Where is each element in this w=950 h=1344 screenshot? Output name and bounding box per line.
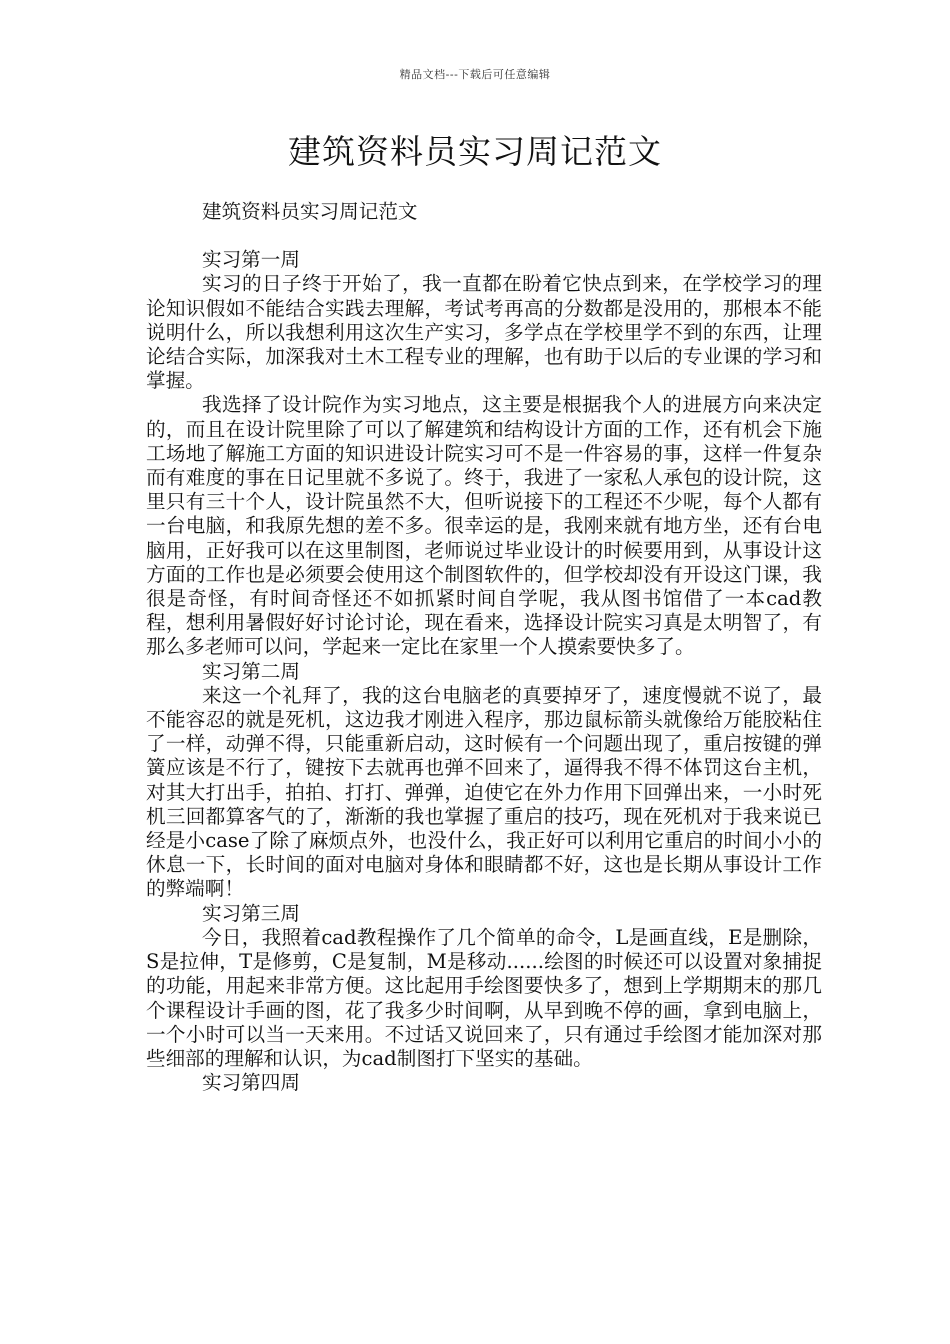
paragraph: 来这一个礼拜了，我的这台电脑老的真要掉牙了，速度慢就不说了，最不能容忍的就是死机，这边我才刚进入程序，那边鼠标箭头就像给万能胶粘住了一样，动弹不得，只能重新启动，这时候有一个问题出现了，重启按键的弹簧应该是不行了，键按下去就再也弹不回来了，逼得我不得不体罚这台主机，对其大打出手，拍拍、打打、弹弹，迫使它在外力作用下回弹出来，一小时死机三回都算客气的了，渐渐的我也掌握了重启的技巧，现在死机对于我来说已经是小case了除了麻烦点外，也没什么，我正好可以利用它重启的时间小小的休息一下，长时间的面对电脑对身体和眼睛都不好，这也是长期从事设计工作的弊端啊！ (146, 683, 822, 901)
section-week-2 (146, 660, 822, 902)
document-title: 建筑资料员实习周记范文 (288, 132, 662, 171)
section-heading: 实习第一周 (202, 248, 300, 272)
section-heading: 实习第二周 (202, 659, 300, 683)
paragraph: 今日，我照着cad教程操作了几个简单的命令，L是画直线，E是删除，S是拉伸，T是修剪，C是复制，M是移动......绘图的时候还可以设置对象捕捉的功能，用起来非常方便。这比起用手绘图要快多了，想到上学期期末的那几个课程设计手画的图，花了我多少时间啊，从早到晚不停的画，拿到电脑上，一个小时可以当一天来用。不过话又说回来了，只有通过手绘图才能加深对那些细部的理解和认识，为cad制图打下坚实的基础。 (146, 925, 822, 1070)
section-week-3 (146, 902, 822, 1071)
section-week-1 (146, 248, 822, 659)
document-body (146, 200, 822, 1095)
section-heading: 实习第四周 (202, 1071, 300, 1095)
section-heading: 实习第三周 (202, 901, 300, 925)
paragraph: 实习的日子终于开始了，我一直都在盼着它快点到来，在学校学习的理论知识假如不能结合实践去理解，考试考再高的分数都是没用的，那根本不能说明什么，所以我想利用这次生产实习，多学点在学校里学不到的东西，让理论结合实际，加深我对土木工程专业的理解，也有助于以后的专业课的学习和掌握。 (146, 272, 822, 393)
paragraph: 我选择了设计院作为实习地点，这主要是根据我个人的进展方向来决定的，而且在设计院里除了可以了解建筑和结构设计方面的工作，还有机会下施工场地了解施工方面的知识进设计院实习可不是一件容易的事，这样一件复杂而有难度的事在日记里就不多说了。终于，我进了一家私人承包的设计院，这里只有三十个人，设计院虽然不大，但听说接下的工程还不少呢，每个人都有一台电脑，和我原先想的差不多。很幸运的是，我刚来就有地方坐，还有台电脑用，正好我可以在这里制图，老师说过毕业设计的时候要用到，从事设计这方面的工作也是必须要会使用这个制图软件的，但学校却没有开设这门课，我很是奇怪，有时间奇怪还不如抓紧时间自学呢，我从图书馆借了一本cad教程，想利用暑假好好讨论讨论，现在看来，选择设计院实习真是太明智了，有那么多老师可以问，学起来一定比在家里一个人摸索要快多了。 (146, 393, 822, 659)
document-subtitle: 建筑资料员实习周记范文 (202, 200, 418, 223)
section-week-4 (146, 1071, 822, 1095)
header-note: 精品文档---下载后可任意编辑 (399, 68, 551, 81)
